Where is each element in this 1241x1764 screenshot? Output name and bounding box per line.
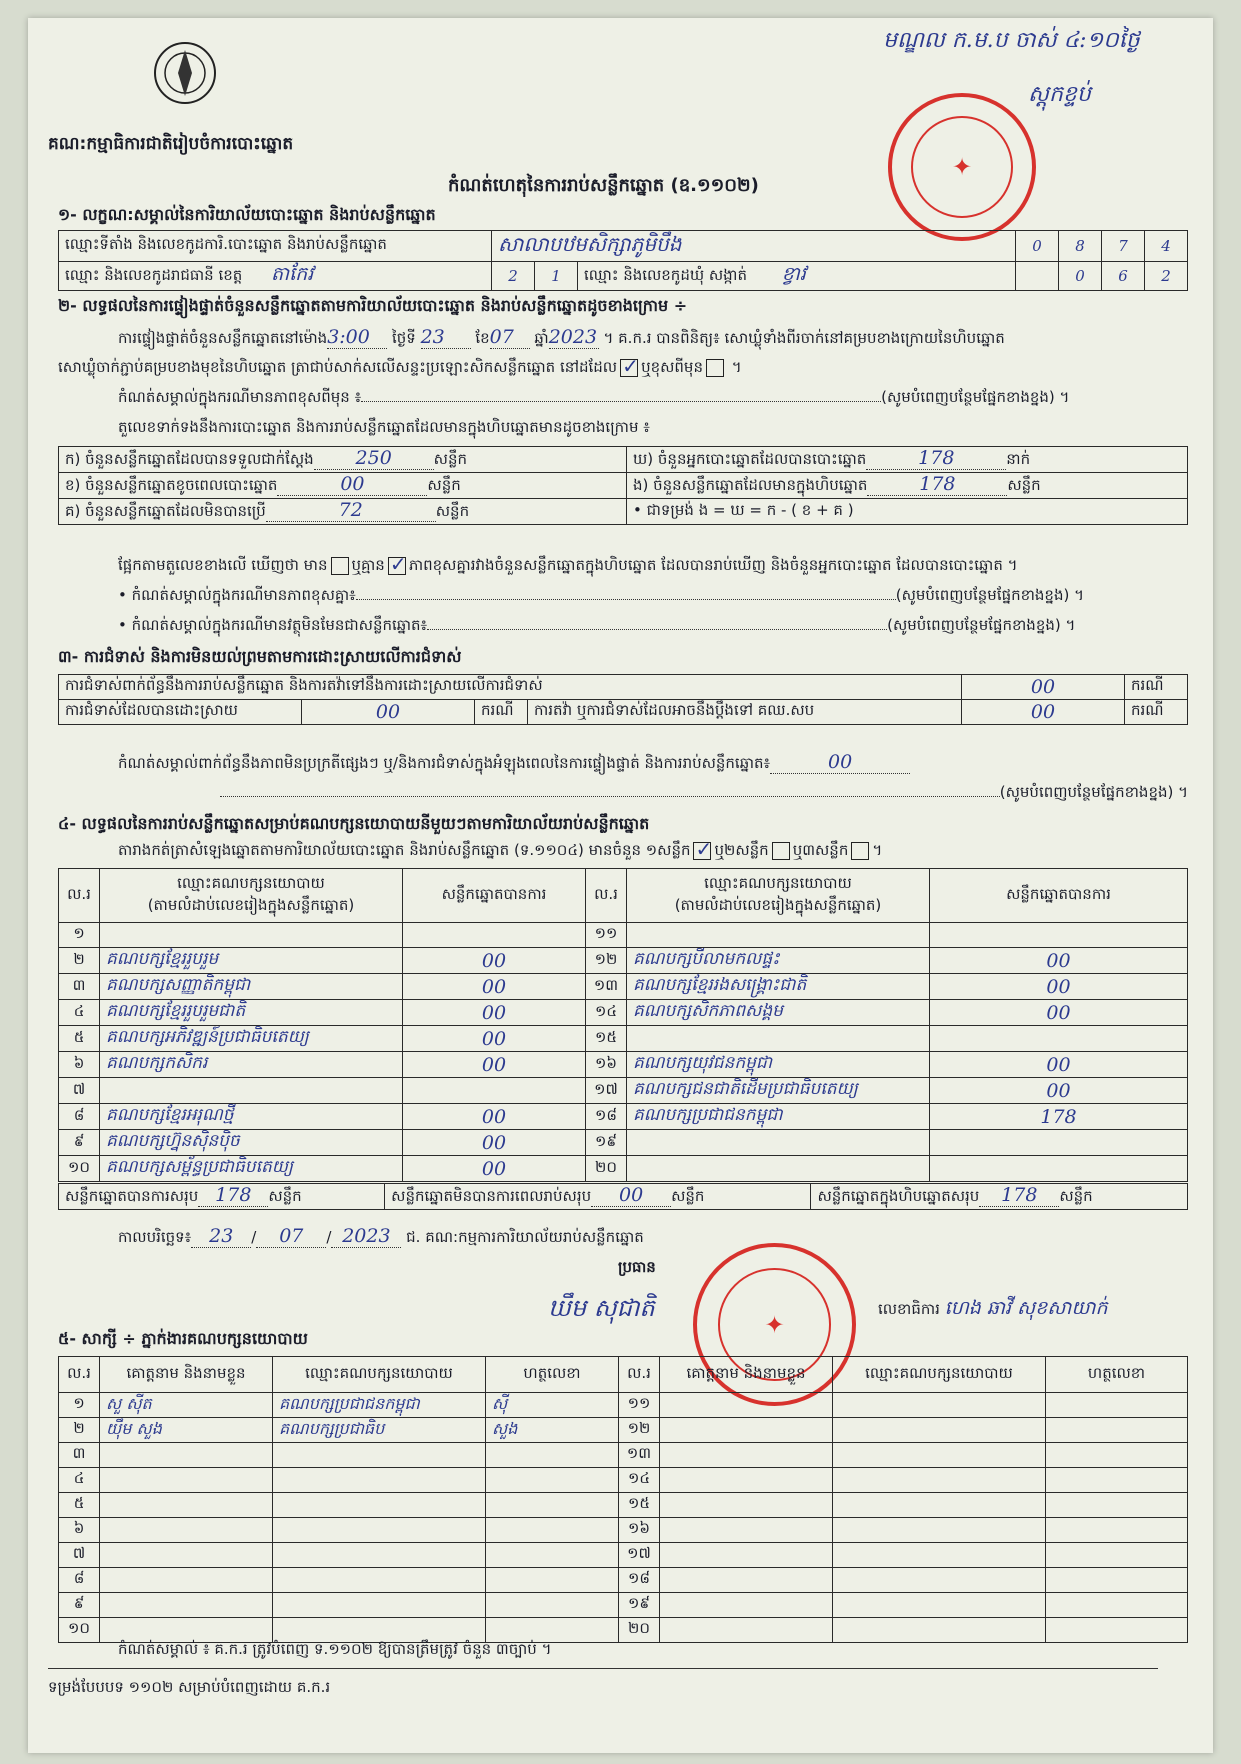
national-emblem-icon (150, 38, 220, 108)
commune-code-1: 0 (1059, 262, 1102, 291)
result-party (627, 1130, 930, 1156)
witness-row (59, 1543, 1188, 1568)
witness-party (273, 1443, 486, 1468)
witness-name (100, 1618, 273, 1643)
result-no: ១១ (586, 923, 627, 948)
compare-line: ផ្អែកតាមតួលេខខាងលើ ឃើញថា មាន ឬគ្មាន✓ ភាពខុសគ្នារវាងចំនួនសន្លឹកឆ្នោតក្នុងហិបឆ្នោត ដែលបានរាប់ឃើញ និងចំនួនអ្នកបោះឆ្នោត ដែលបានបោះឆ្នោត ។ (118, 556, 1198, 578)
has-diff-checkbox[interactable] (331, 557, 349, 575)
witness-signature (486, 1468, 619, 1493)
result-party: គណបក្សហ្វ៊ុនស៊ិនប៉ិច (100, 1130, 403, 1156)
witness-name: សួ ស៊ីត (100, 1393, 273, 1418)
result-party: គណបក្សខ្មែររងសង្គ្រោះជាតិ (627, 974, 930, 1000)
witness-no: ៨ (59, 1568, 100, 1593)
result-row (59, 1026, 1188, 1052)
province-label: ឈ្មោះ និងលេខកូដរាជធានី ខេត្ត តាកែវ (59, 262, 492, 291)
location-code-2: 8 (1059, 231, 1102, 262)
result-row (59, 948, 1188, 974)
witness-no: ១៣ (619, 1443, 660, 1468)
official-stamp-bottom: ✦ (693, 1243, 856, 1406)
result-row (59, 1000, 1188, 1026)
two-sheet-checkbox[interactable] (772, 842, 790, 860)
secretary-name: ហេង ឆាវី សុខសាយាក់ (944, 1297, 1108, 1319)
witness-name (100, 1443, 273, 1468)
witness-party: គណបក្សប្រជាធិប (273, 1418, 486, 1443)
witness-no: ១១ (619, 1393, 660, 1418)
witness-row (59, 1418, 1188, 1443)
numbers-intro: តួលេខទាក់ទងនឹងការបោះឆ្នោត និងការរាប់សន្លឹកឆ្នោតដែលមានក្នុងហិបឆ្នោតមានដូចខាងក្រោម ៖ (118, 418, 650, 436)
irregularity-note: កំណត់សម្គាល់ពាក់ព័ន្ធនឹងភាពមិនប្រក្រតីផ្សេងៗ ឬ/និងការជំទាស់ក្នុងអំឡុងពេលនៃការផ្ទៀងផ្ទាត់ និងការរាប់សន្លឹកឆ្នោត៖ 00 (118, 751, 1188, 776)
verify-line-1: ការផ្ទៀងផ្ទាត់ចំនួនសន្លឹកឆ្នោតនៅម៉ោង3:00 ថ្ងៃទី 23 ខែ07 ឆ្នាំ2023 ។ គ.ក.រ បានពិនិត្យ៖ សោឃ្លុំទាំងពីរចាក់នៅគម្របខាងក្រោយនៃហិបឆ្នោត (118, 326, 1005, 348)
result-votes: 178 (930, 1104, 1188, 1130)
top-handwriting-2: ស្ដុកខ្ទប់ (1028, 82, 1091, 107)
witness-no: ១៧ (619, 1543, 660, 1568)
witness-party: គណបក្សប្រជាជនកម្ពុជា (273, 1393, 486, 1418)
irregularity-count: 00 (770, 751, 910, 774)
total-invalid-value: 00 (591, 1184, 671, 1207)
section3-heading: ៣- ការជំទាស់ និងការមិនយល់ព្រមតាមការដោះស្រាយលើការជំទាស់ (58, 647, 462, 666)
section4-heading: ៤- លទ្ធផលនៃការរាប់សន្លឹកឆ្នោតសម្រាប់គណបក្សនយោបាយនីមួយៗតាមការិយាល័យរាប់សន្លឹកឆ្នោត (58, 814, 650, 833)
result-no: ៩ (59, 1130, 100, 1156)
tally-sheets-line: តារាងកត់ត្រាសំឡេងឆ្នោតតាមការិយាល័យបោះឆ្នោត និងរាប់សន្លឹកឆ្នោត (ទ.១១០៤) មានចំនួន ១សន្លឹក✓ ឬ២សន្លឹក ឬ៣សន្លឹក ។ (118, 841, 882, 863)
commune-code-2: 6 (1102, 262, 1145, 291)
different-checkbox[interactable] (706, 359, 724, 377)
witness-no: ៩ (59, 1593, 100, 1618)
same-checkbox[interactable] (620, 359, 638, 377)
commune-value: ខ្វាវ (781, 263, 806, 285)
total-valid-cell: សន្លឹកឆ្នោតបានការសរុប 178 សន្លឹក (59, 1184, 385, 1210)
witness-party (273, 1518, 486, 1543)
result-party (627, 1026, 930, 1052)
section2-heading: ២- លទ្ធផលនៃការផ្ទៀងផ្ទាត់ចំនួនសន្លឹកឆ្នោតតាមការិយាល័យបោះឆ្នោត និងរាប់សន្លឹកឆ្នោតដូចខាងក្រោម ÷ (58, 296, 688, 315)
result-no: ១៩ (586, 1130, 627, 1156)
verify-time: 3:00 (327, 326, 387, 349)
result-party: គណបក្សសញ្ញាតិកម្ពុជា (100, 974, 403, 1000)
witness-signature: ស៊ី (486, 1393, 619, 1418)
result-party (627, 923, 930, 948)
result-party: គណបក្សអភិវឌ្ឍន៍ប្រជាធិបតេយ្យ (100, 1026, 403, 1052)
resolved-count: 00 (302, 700, 475, 725)
result-row (59, 1130, 1188, 1156)
witness-name (100, 1593, 273, 1618)
witness-row (59, 1393, 1188, 1418)
result-party: គណបក្សសម្ព័ន្ធប្រជាធិបតេយ្យ (100, 1156, 403, 1182)
result-votes: 00 (930, 948, 1188, 974)
result-votes: 00 (930, 974, 1188, 1000)
count-row-a-left: ក) ចំនួនសន្លឹកឆ្នោតដែលបានទទួលជាក់ស្ដែង 250 សន្លឹក (59, 447, 627, 473)
result-row (59, 1156, 1188, 1182)
date-day: 23 (191, 1225, 251, 1248)
one-sheet-checkbox[interactable] (693, 842, 711, 860)
witness-no: ១ (59, 1393, 100, 1418)
witness-name (100, 1543, 273, 1568)
total-box-value: 178 (979, 1184, 1059, 1207)
province-code-1: 2 (492, 262, 535, 291)
witness-name (100, 1468, 273, 1493)
result-no: ៨ (59, 1104, 100, 1130)
witness-signature: សួង (486, 1418, 619, 1443)
witness-signature (486, 1593, 619, 1618)
witness-name (100, 1568, 273, 1593)
result-no: ២០ (586, 1156, 627, 1182)
result-no: ១៥ (586, 1026, 627, 1052)
result-no: ១ (59, 923, 100, 948)
result-votes: 00 (403, 1104, 586, 1130)
witness-signature (486, 1518, 619, 1543)
witness-no: ៣ (59, 1443, 100, 1468)
commune-label: ឈ្មោះ និងលេខកូដឃុំ សង្កាត់ ខ្វាវ (578, 262, 1016, 291)
result-party: គណបក្សខ្មែរអរុណថ្មី (100, 1104, 403, 1130)
result-party: គណបក្សសិកភាពសង្គម (627, 1000, 930, 1026)
resolved-label: ការជំទាស់ដែលបានដោះស្រាយ (59, 700, 302, 725)
president-signature: ឃឹម សុជាតិ (548, 1294, 655, 1322)
result-no: ១២ (586, 948, 627, 974)
result-party: គណបក្សជនជាតិដើមប្រជាធិបតេយ្យ (627, 1078, 930, 1104)
result-no: ៧ (59, 1078, 100, 1104)
no-diff-checkbox[interactable] (388, 557, 406, 575)
witness-no: ១០ (59, 1618, 100, 1643)
date-month: 07 (256, 1225, 326, 1248)
result-party (100, 1078, 403, 1104)
voters-voted: 178 (866, 447, 1006, 470)
result-votes: 00 (403, 1130, 586, 1156)
witness-no: ១៥ (619, 1493, 660, 1518)
witness-party (273, 1493, 486, 1518)
result-votes: 00 (403, 1000, 586, 1026)
ballots-spoiled: 00 (277, 473, 427, 496)
official-stamp-top: ✦ (888, 93, 1036, 241)
bullet-diff-note: • កំណត់សម្គាល់ក្នុងករណីមានភាពខុសគ្នា៖ (សូមបំពេញបន្ថែមផ្នែកខាងខ្នង) ។ (118, 586, 1084, 604)
location-value: សាលាបឋមសិក្សាភូមិបឹង (492, 231, 1016, 262)
result-votes (930, 1026, 1188, 1052)
witness-table: ល.រ គោត្តនាម និងនាមខ្លួន ឈ្មោះគណបក្សនយោបាយ ហត្ថលេខា ល.រ គោត្តនាម និងនាមខ្លួន ឈ្មោះគណបក្សនយោបាយ ហត្ថលេខា ១ សួ ស៊ីត គណបក្សប្រជាជនកម្ពុជា ស៊ី ១១ ២ យ៉ឹម សួង គណបក្សប្រជាធិប សួង ១២ ៣ ១៣ ៤ ១៤ ៥ ១៥ ៦ ១៦ ៧ ១៧ ៨ ១៨ ៩ ១៩ ១០ ២០ (58, 1356, 1188, 1643)
secretary-line: លេខាធិការ ហេង ឆាវី សុខសាយាក់ (878, 1297, 1108, 1319)
complaints-count: 00 (962, 675, 1125, 700)
president-label: ប្រធាន (618, 1258, 656, 1276)
result-row (59, 1078, 1188, 1104)
results-table: ល.រ ឈ្មោះគណបក្សនយោបាយ (តាមលំដាប់លេខរៀងក្នុងសន្លឹកឆ្នោត) សន្លឹកឆ្នោតបានការ ល.រ ឈ្មោះគណបក្សនយោបាយ (តាមលំដាប់លេខរៀងក្នុងសន្លឹកឆ្នោត) សន្លឹកឆ្នោតបានការ ១ ១១ ២ គណបក្សខ្មែររួបរួម 00 ១២ គណបក្សបីលាមកលផ្ទះ 00 ៣ គណបក្សសញ្ញាតិកម្ពុជា 00 ១៣ គណបក្សខ្មែររងសង្គ្រោះជាតិ 00 ៤ គណបក្សខ្មែររួបរួមជាតិ 00 ១៤ គណបក្សសិកភាពសង្គម 00 ៥ គណបក្សអភិវឌ្ឍន៍ប្រជាធិបតេយ្យ 00 ១៥ ៦ គណបក្សកសិករ 00 ១៦ គណបក្សយុវជនកម្ពុជា 00 ៧ ១៧ គណបក្សជនជាតិដើមប្រជាធិបតេយ្យ 00 ៨ គណបក្សខ្មែរអរុណថ្មី 00 ១៨ គណបក្សប្រជាជនកម្ពុជា 178 ៩ គណបក្សហ្វ៊ុនស៊ិនប៉ិច 00 ១៩ ១០ គណបក្សសម្ព័ន្ធប្រជាធិបតេយ្យ 00 ២០ (58, 868, 1188, 1182)
location-label: ឈ្មោះទីតាំង និងលេខកូដការិ.បោះឆ្នោត និងរាប់សន្លឹកឆ្នោត (59, 231, 492, 262)
witness-no: ២ (59, 1418, 100, 1443)
witness-row (59, 1493, 1188, 1518)
result-no: ៦ (59, 1052, 100, 1078)
witness-name: យ៉ឹម សួង (100, 1418, 273, 1443)
result-no: ២ (59, 948, 100, 974)
witness-no: ៤ (59, 1468, 100, 1493)
result-votes: 00 (930, 1078, 1188, 1104)
result-party: គណបក្សបីលាមកលផ្ទះ (627, 948, 930, 974)
result-votes: 00 (403, 1156, 586, 1182)
witness-signature (486, 1543, 619, 1568)
diff-note-line: កំណត់សម្គាល់ក្នុងករណីមានភាពខុសពីមុន ៖ (សូមបំពេញបន្ថែមផ្នែកខាងខ្នង) ។ (118, 388, 1070, 406)
result-no: ១៣ (586, 974, 627, 1000)
result-votes: 00 (403, 1026, 586, 1052)
complaints-label: ការជំទាស់ពាក់ព័ន្ធនឹងការរាប់សន្លឹកឆ្នោត និងការតវ៉ាទៅនឹងការដោះស្រាយលើការជំទាស់ (59, 675, 962, 700)
date-line: កាលបរិច្ឆេទ៖ 23 / 07 / 2023 ជ. គណ:កម្មការការិយាល័យរាប់សន្លឹកឆ្នោត (118, 1225, 644, 1247)
count-row-b-right: ង) ចំនួនសន្លឹកឆ្នោតដែលមានក្នុងហិបឆ្នោត 178 សន្លឹក (627, 473, 1188, 499)
witness-signature (486, 1443, 619, 1468)
result-votes: 00 (403, 974, 586, 1000)
result-no: ១៧ (586, 1078, 627, 1104)
witness-no: ១២ (619, 1418, 660, 1443)
witness-no: ៦ (59, 1518, 100, 1543)
province-code-2: 1 (535, 262, 578, 291)
location-code-3: 7 (1102, 231, 1145, 262)
result-no: ៤ (59, 1000, 100, 1026)
witness-party (273, 1543, 486, 1568)
result-votes: 00 (403, 1052, 586, 1078)
total-valid-value: 178 (198, 1184, 268, 1207)
count-row-b-left: ខ) ចំនួនសន្លឹកឆ្នោតខូចពេលបោះឆ្នោត 00 សន្លឹក (59, 473, 627, 499)
appeal-label: ការតវ៉ា ឬការជំទាស់ដែលអាចនឹងប្ដឹងទៅ គឈ.សប (528, 700, 962, 725)
result-row (59, 1104, 1188, 1130)
count-formula: • ជាទម្រង់ ង = ឃ = ក - ( ខ + គ ) (627, 499, 1188, 525)
result-votes (403, 1078, 586, 1104)
verify-line-2: សោឃ្លុំចាក់ភ្ជាប់គម្របខាងមុខនៃហិបឆ្នោត ត្រាជាប់សាក់សលើសន្ទះប្រឡោះសិកសន្លឹកឆ្នោត នៅដដែល✓ ឬខុសពីមុន ។ (58, 358, 1188, 380)
section5-heading: ៥- សាក្សី ÷ ភ្នាក់ងារគណបក្សនយោបាយ (58, 1329, 308, 1348)
form-title: កំណត់ហេតុនៃការរាប់សន្លឹកឆ្នោត (ឧ.១១០២) (448, 175, 759, 196)
witness-row (59, 1518, 1188, 1543)
section1-heading: ១- លក្ខណ:សម្គាល់នៃការិយាល័យបោះឆ្នោត និងរាប់សន្លឹកឆ្នោត (58, 205, 436, 224)
result-votes (403, 923, 586, 948)
bullet-object-note: • កំណត់សម្គាល់ក្នុងករណីមានវត្ថុមិនមែនជាសន្លឹកឆ្នោត៖ (សូមបំពេញបន្ថែមផ្នែកខាងខ្នង) ។ (118, 616, 1076, 634)
witness-row (59, 1468, 1188, 1493)
location-code-1: 0 (1016, 231, 1059, 262)
form-sheet (28, 18, 1213, 1753)
ballots-unused: 72 (266, 499, 436, 522)
result-row (59, 923, 1188, 948)
totals-table (58, 1183, 1188, 1210)
location-table (58, 230, 1188, 291)
top-handwriting: មណ្ឌល ក.ម.ប ចាស់ ៤:១០ថ្ងៃ (883, 28, 1140, 53)
result-no: ១៤ (586, 1000, 627, 1026)
witness-party (273, 1593, 486, 1618)
witness-row (59, 1443, 1188, 1468)
verify-day: 23 (421, 326, 471, 349)
result-party: គណបក្សខ្មែររួបរួមជាតិ (100, 1000, 403, 1026)
ballots-in-box: 178 (867, 473, 1007, 496)
irregularity-fill-more: (សូមបំពេញបន្ថែមផ្នែកខាងខ្នង) ។ (58, 783, 1188, 805)
witness-signature (486, 1493, 619, 1518)
result-party (627, 1156, 930, 1182)
date-year: 2023 (331, 1225, 401, 1248)
witness-no: ១៦ (619, 1518, 660, 1543)
witness-no: ៧ (59, 1543, 100, 1568)
result-votes: 00 (930, 1052, 1188, 1078)
witness-row (59, 1618, 1188, 1643)
footer-divider (48, 1668, 1158, 1669)
result-row (59, 974, 1188, 1000)
province-value: តាកែវ (271, 263, 314, 285)
witness-no: ១៤ (619, 1468, 660, 1493)
result-party: គណបក្សយុវជនកម្ពុជា (627, 1052, 930, 1078)
witness-no: ១៨ (619, 1568, 660, 1593)
form-footer: ទម្រង់បែបបទ ១១០២ សម្រាប់បំពេញដោយ គ.ក.រ (48, 1678, 331, 1696)
result-no: ៥ (59, 1026, 100, 1052)
result-no: ១៦ (586, 1052, 627, 1078)
commune-code-3: 2 (1145, 262, 1188, 291)
witness-party (273, 1468, 486, 1493)
result-votes (930, 1130, 1188, 1156)
result-party: គណបក្សខ្មែររួបរួម (100, 948, 403, 974)
result-no: ១៨ (586, 1104, 627, 1130)
witness-party (273, 1618, 486, 1643)
count-row-a-right: ឃ) ចំនួនអ្នកបោះឆ្នោតដែលបានបោះឆ្នោត 178 នាក់ (627, 447, 1188, 473)
witness-no: ១៩ (619, 1593, 660, 1618)
witness-name (100, 1518, 273, 1543)
location-code-4: 4 (1145, 231, 1188, 262)
witness-party (273, 1568, 486, 1593)
witness-row (59, 1568, 1188, 1593)
footnote: កំណត់សម្គាល់ ៖ គ.ក.រ ត្រូវបំពេញ ទ.១១០២ ឱ្យបានត្រឹមត្រូវ ចំនួន ៣ច្បាប់ ។ (118, 1640, 552, 1658)
result-party (100, 923, 403, 948)
total-box-cell: សន្លឹកឆ្នោតក្នុងហិបឆ្នោតសរុប 178 សន្លឹក (811, 1184, 1188, 1210)
complaints-table: ការជំទាស់ពាក់ព័ន្ធនឹងការរាប់សន្លឹកឆ្នោត និងការតវ៉ាទៅនឹងការដោះស្រាយលើការជំទាស់ 00 ករណី ការជំទាស់ដែលបានដោះស្រាយ 00 ករណី ការតវ៉ា ឬការជំទាស់ដែលអាចនឹងប្ដឹងទៅ គឈ.សប 00 ករណី (58, 674, 1188, 725)
verify-year: 2023 (548, 326, 598, 348)
org-name: គណ:កម្មាធិការជាតិរៀបចំការបោះឆ្នោត (48, 134, 294, 154)
result-votes (930, 923, 1188, 948)
verify-month: 07 (490, 326, 530, 349)
result-votes: 00 (403, 948, 586, 974)
witness-row (59, 1593, 1188, 1618)
result-party: គណបក្សកសិករ (100, 1052, 403, 1078)
witness-no: ២០ (619, 1618, 660, 1643)
witness-signature (486, 1618, 619, 1643)
count-row-c-left: គ) ចំនួនសន្លឹកឆ្នោតដែលមិនបានប្រើ 72 សន្លឹក (59, 499, 627, 525)
result-no: ៣ (59, 974, 100, 1000)
result-votes (930, 1156, 1188, 1182)
witness-name (100, 1493, 273, 1518)
three-sheet-checkbox[interactable] (851, 842, 869, 860)
witness-no: ៥ (59, 1493, 100, 1518)
result-party: គណបក្សប្រជាជនកម្ពុជា (627, 1104, 930, 1130)
result-row (59, 1052, 1188, 1078)
result-votes: 00 (930, 1000, 1188, 1026)
witness-signature (486, 1568, 619, 1593)
ballot-counts-table (58, 446, 1188, 525)
total-invalid-cell: សន្លឹកឆ្នោតមិនបានការពេលរាប់សរុប 00 សន្លឹក (385, 1184, 811, 1210)
ballots-received: 250 (314, 447, 434, 470)
result-no: ១០ (59, 1156, 100, 1182)
appeal-count: 00 (962, 700, 1125, 725)
